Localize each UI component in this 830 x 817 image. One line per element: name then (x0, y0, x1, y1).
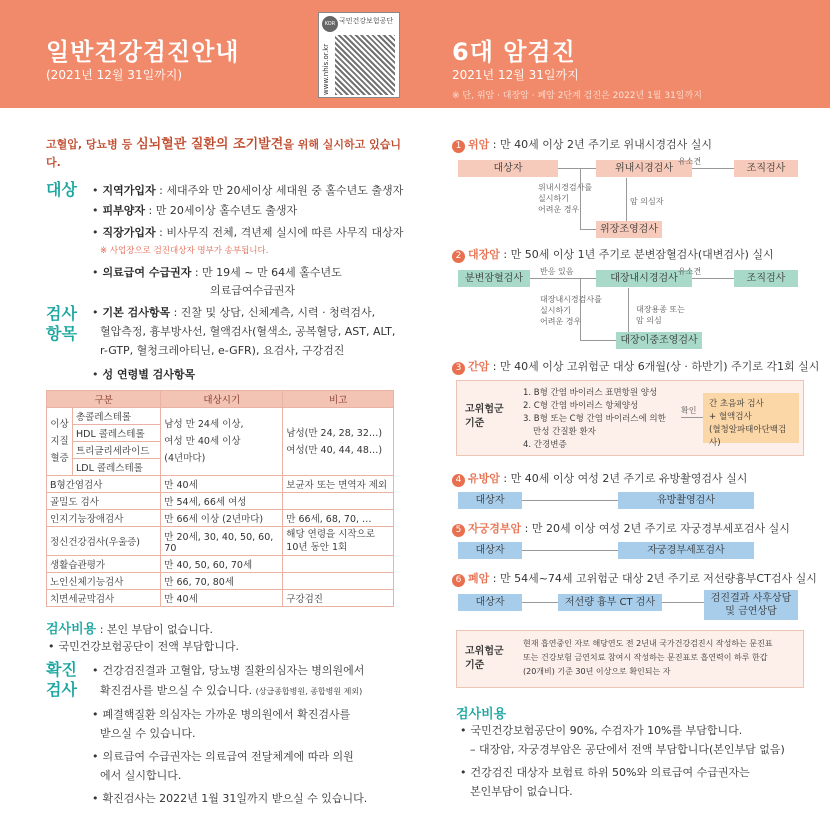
lung-criterion: 또는 건강보험 금연치료 참여시 작성하는 문진표로 흡연력이 하루 한갑 (523, 653, 768, 662)
liver-criterion: 2. C형 간염 바이러스 항체양성 (523, 401, 639, 411)
colon-contrast-box: 대장이중조영검사 (616, 332, 702, 349)
confirm-item: • 의료급여 수급권자는 의료급여 전달체계에 따라 의원 (92, 748, 354, 765)
liver-confirm-label: 확인 (681, 406, 697, 415)
target-item: • 직장가입자 : 비사무직 전체, 격년제 실시에 따른 사무직 대상자 (92, 224, 403, 241)
table-row: 인지기능장애검사 만 66세 이상 (2년마다) 만 66세, 68, 70, … (47, 510, 394, 527)
exam-basic: • 기본 검사항목 : 진찰 및 상담, 신체계측, 시력 · 청력검사, (92, 304, 375, 321)
target-item: • 피부양자 : 만 20세이상 홀수년도 출생자 (92, 202, 297, 219)
exam-age: • 성 연령별 검사항목 (92, 366, 195, 383)
right-cost-item: • 국민건강보험공단이 90%, 수검자가 10%를 부담합니다. (460, 722, 742, 739)
colon-cancer-label: 대장용종 또는 암 의심 (636, 305, 685, 325)
age-exam-table (46, 390, 394, 607)
left-cost-heading: 검사비용 : 본인 부담이 없습니다. (46, 622, 214, 637)
target-note: ※ 사업장으로 검진대상자 명부가 송부됩니다. (100, 246, 269, 256)
table-row: 노인신체기능검사 만 66, 70, 80세 (47, 573, 394, 590)
lung-criterion: (20개비) 기준 30년 이상으로 확인되는 자 (523, 667, 671, 676)
stomach-rx-label: 위내시경검사를 실시하기 어려운 경우 (538, 183, 593, 214)
lung-result-box: 검진결과 사후상담 및 금연상담 (704, 590, 798, 620)
lipid-item: LDL 콜레스테롤 (73, 459, 161, 476)
colon-suspect-label: 유소견 (678, 267, 702, 276)
liver-criterion: 4. 간경변증 (523, 440, 567, 450)
right-cost-item: • 건강검진 대상자 보험료 하위 50%와 의료급여 수급권자는 (460, 764, 750, 781)
liver-criteria-panel (456, 380, 804, 456)
lung-group-key: 고위험군 기준 (465, 646, 504, 671)
right-note: ※ 단, 위암 · 대장암 · 폐암 2단계 검진은 2022년 1월 31일까지 (452, 91, 702, 101)
colon-positive-label: 반응 있음 (540, 267, 574, 276)
confirm-cont: 받으실 수 있습니다. (100, 727, 196, 740)
exam-heading: 검사 항목 (46, 304, 77, 343)
lung-criterion: 현재 흡연중인 자로 해당연도 전 2년내 국가건강검진시 작성하는 문진표 (523, 639, 773, 648)
cervix-heading: 5 자궁경부암 : 만 20세 이상 여성 2년 주기로 자궁경부세포검사 실시 (452, 520, 790, 537)
lipid-item: HDL 콜레스테롤 (73, 425, 161, 442)
lung-criteria-panel (456, 630, 804, 688)
colon-biopsy-box: 조직검사 (734, 270, 798, 287)
target-cont: 의료급여수급권자 (210, 284, 296, 297)
stamp-org: 국민건강보험공단 (339, 17, 394, 25)
header-banner (0, 0, 830, 108)
left-cost-item: • 국민건강보험공단이 전액 부담합니다. (48, 638, 239, 655)
table-head: 비고 (283, 391, 394, 408)
colon-endo-box: 대장내시경검사 (596, 270, 692, 287)
table-row: 치면세균막검사 만 40세 구강검진 (47, 590, 394, 607)
breast-exam-box: 유방촬영검사 (618, 492, 754, 509)
target-item: • 의료급여 수급권자 : 만 19세 ~ 만 64세 홀수년도 (92, 264, 342, 281)
cervix-exam-box: 자궁경부세포검사 (618, 542, 754, 559)
liver-criterion: 1. B형 간염 바이러스 표면항원 양성 (523, 388, 658, 398)
table-head: 대상시기 (161, 391, 283, 408)
lipid-target: 남성 만 24세 이상, 여성 만 40세 이상 (4년마다) (161, 408, 283, 476)
qr-stamp (318, 12, 400, 98)
table-row: 생활습관평가 만 40, 50, 60, 70세 (47, 556, 394, 573)
breast-target-box: 대상자 (458, 492, 522, 509)
target-item: • 지역가입자 : 세대주와 만 20세이상 세대원 중 홀수년도 출생자 (92, 182, 403, 199)
colon-heading: 2 대장암 : 만 50세 이상 1년 주기로 분변잠혈검사(대변검사) 실시 (452, 246, 774, 263)
exam-basic-cont: r-GTP, 혈청크레아티닌, e-GFR), 요검사, 구강검진 (100, 344, 345, 357)
kor-logo-icon: KOR (322, 16, 338, 32)
lipid-note: 남성(만 24, 28, 32…) 여성(만 40, 44, 48…) (283, 408, 394, 476)
right-cost-item: – 대장암, 자궁경부암은 공단에서 전액 부담합니다(본인부담 없음) (470, 743, 785, 756)
right-title: 6대 암검진 (452, 38, 576, 66)
confirm-item: • 건강검진결과 고혈압, 당뇨병 질환의심자는 병의원에서 (92, 662, 364, 679)
lung-target-box: 대상자 (458, 594, 522, 611)
confirm-item: • 폐결핵질환 의심자는 가까운 병의원에서 확진검사를 (92, 706, 350, 723)
liver-result-box: 간 초음파 검사 + 혈액검사 (혈청알파태아단백검사) (703, 393, 799, 443)
qr-code-icon (335, 35, 395, 95)
liver-criterion: 만성 간질환 환자 (533, 427, 596, 437)
stomach-cancer-label: 암 의심자 (630, 197, 664, 206)
table-row: 정신건강검사(우울증) 만 20세, 30, 40, 50, 60, 70 해당 연령을 시작으로 10년 동안 1회 (47, 527, 394, 556)
left-subtitle: (2021년 12월 31일까지) (46, 68, 183, 82)
lung-exam-box: 저선량 흉부 CT 검사 (558, 594, 662, 611)
stomach-heading: 1 위암 : 만 40세 이상 2년 주기로 위내시경검사 실시 (452, 136, 712, 153)
stomach-endo-box: 위내시경검사 (596, 160, 692, 177)
table-row (47, 408, 394, 425)
lipid-group: 이상 지질 혈증 (47, 408, 73, 476)
confirm-heading: 확진 검사 (46, 660, 77, 699)
liver-criterion: 3. B형 또는 C형 간염 바이러스에 의한 (523, 414, 666, 424)
table-row: B형간염검사 만 40세 보균자 또는 면역자 제외 (47, 476, 394, 493)
stomach-contrast-box: 위장조영검사 (596, 221, 662, 238)
lung-heading: 6 폐암 : 만 54세~74세 고위험군 대상 2년 주기로 저선량흉부CT검사 실시 (452, 570, 817, 587)
right-subtitle: 2021년 12월 31일까지 (452, 68, 579, 82)
confirm-cont: 에서 실시합니다. (100, 769, 182, 782)
right-cost-heading: 검사비용 (456, 707, 507, 722)
stomach-suspect-label: 유소견 (678, 157, 702, 166)
liver-heading: 3 간암 : 만 40세 이상 고위험군 대상 6개월(상 · 하반기) 주기로 각1회 실시 (452, 358, 819, 375)
table-head: 구분 (47, 391, 161, 408)
colon-rx-label: 대장내시경검사를 실시하기 어려운 경우 (540, 295, 602, 326)
colon-fobt-box: 분변잠혈검사 (458, 270, 530, 287)
confirm-cont: 확진검사를 받으실 수 있습니다. (상급종합병원, 종합병원 제외) (100, 684, 363, 697)
breast-heading: 4 유방암 : 만 40세 이상 여성 2년 주기로 유방촬영검사 실시 (452, 470, 747, 487)
stomach-target-box: 대상자 (458, 160, 558, 177)
lipid-item: 총콜레스테롤 (73, 408, 161, 425)
intro-text: 고혈압, 당뇨병 등 심뇌혈관 질환의 조기발견을 위해 실시하고 있습니다. (46, 137, 402, 169)
target-heading: 대상 (46, 180, 77, 199)
lipid-item: 트리글리세라이드 (73, 442, 161, 459)
liver-group-key: 고위험군 기준 (465, 404, 504, 429)
right-cost-item: 본인부담이 없습니다. (470, 785, 573, 798)
cervix-target-box: 대상자 (458, 542, 522, 559)
stomach-biopsy-box: 조직검사 (734, 160, 798, 177)
table-row: 골밀도 검사 만 54세, 66세 여성 (47, 493, 394, 510)
intro-emphasis: 심뇌혈관 질환의 조기발견 (136, 137, 284, 152)
exam-basic-cont: 혈압측정, 흉부방사선, 혈액검사(혈색소, 공복혈당, AST, ALT, (100, 325, 396, 338)
confirm-item: • 확진검사는 2022년 1월 31일까지 받으실 수 있습니다. (92, 790, 367, 807)
stamp-url: www.nhis.or.kr (322, 43, 330, 95)
left-title: 일반건강검진안내 (46, 38, 240, 66)
